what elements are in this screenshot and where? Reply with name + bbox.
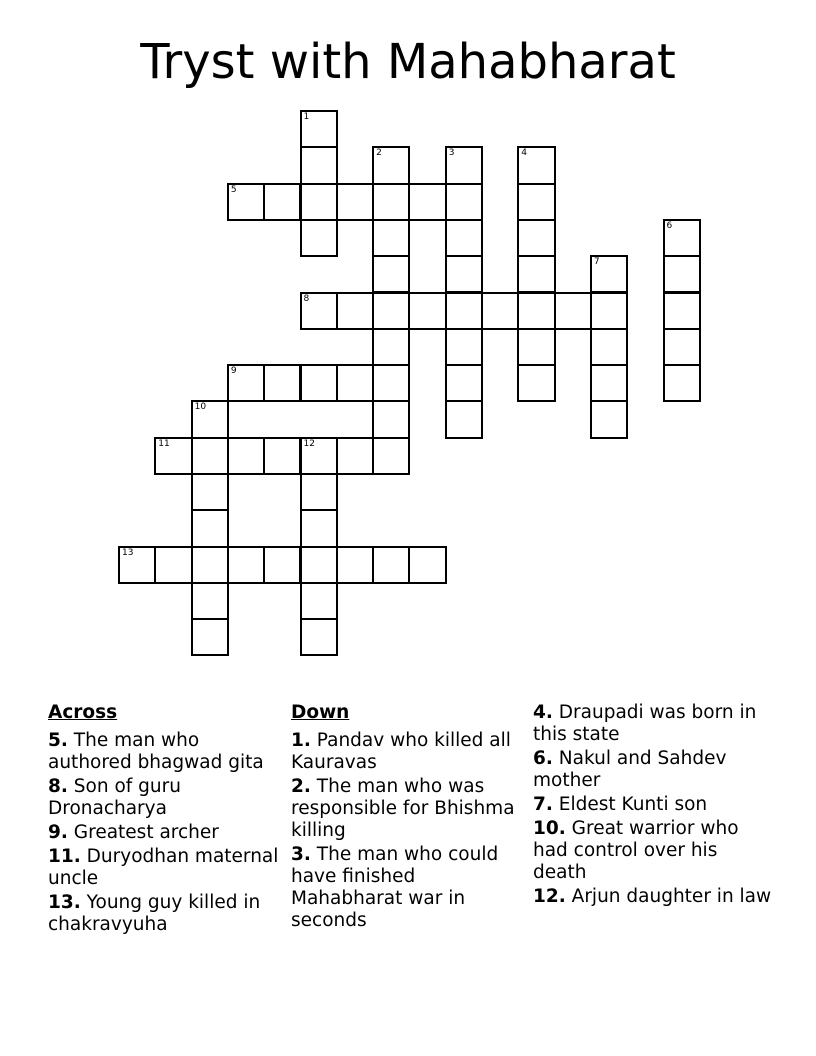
grid-cell[interactable] <box>445 400 483 438</box>
grid-cell[interactable] <box>372 437 410 475</box>
grid-cell[interactable] <box>481 292 519 330</box>
grid-cell[interactable] <box>263 183 301 221</box>
grid-cell[interactable] <box>517 219 555 257</box>
down-clues <box>291 702 526 934</box>
clue-number: 7 <box>593 257 600 268</box>
clue-across-5: 5. The man who authored bhagwad gita <box>48 730 264 773</box>
grid-cell[interactable] <box>227 546 265 584</box>
grid-cell[interactable] <box>517 328 555 366</box>
clue-number: 10 <box>194 402 207 413</box>
clue-number: 9 <box>230 366 237 377</box>
grid-cell[interactable] <box>336 437 374 475</box>
clue-down-3: 3. The man who could have finished Mahabharat war in seconds <box>291 844 499 931</box>
grid-cell[interactable] <box>372 400 410 438</box>
clue-number: 4 <box>521 148 528 159</box>
grid-cell[interactable] <box>300 110 338 148</box>
grid-cell[interactable] <box>336 546 374 584</box>
grid-cell[interactable] <box>408 546 446 584</box>
grid-cell[interactable] <box>445 292 483 330</box>
grid-cell[interactable] <box>445 255 483 293</box>
grid-cell[interactable] <box>263 546 301 584</box>
grid-cell[interactable] <box>300 183 338 221</box>
grid-cell[interactable] <box>191 546 229 584</box>
grid-cell[interactable] <box>445 364 483 402</box>
grid-cell[interactable] <box>517 255 555 293</box>
grid-cell[interactable] <box>300 292 338 330</box>
grid-cell[interactable] <box>445 146 483 184</box>
clue-down-4: 4. Draupadi was born in this state <box>533 702 757 745</box>
grid-cell[interactable] <box>300 582 338 620</box>
grid-cell[interactable] <box>517 183 555 221</box>
grid-cell[interactable] <box>372 328 410 366</box>
puzzle-title: Tryst with Mahabharat <box>140 34 676 90</box>
grid-cell[interactable] <box>191 618 229 656</box>
grid-cell[interactable] <box>372 183 410 221</box>
clue-number: 1 <box>303 112 310 122</box>
clue-down-6: 6. Nakul and Sahdev mother <box>533 748 727 791</box>
grid-cell[interactable] <box>118 546 156 584</box>
grid-cell[interactable] <box>227 364 265 402</box>
clue-number: 6 <box>666 220 673 231</box>
grid-cell[interactable] <box>663 364 701 402</box>
grid-cell[interactable] <box>590 364 628 402</box>
grid-cell[interactable] <box>336 292 374 330</box>
grid-cell[interactable] <box>517 292 555 330</box>
clue-number: 3 <box>448 148 455 159</box>
grid-cell[interactable] <box>263 437 301 475</box>
grid-cell[interactable] <box>517 364 555 402</box>
grid-cell[interactable] <box>191 437 229 475</box>
grid-cell[interactable] <box>227 183 265 221</box>
down-clues-continued <box>533 702 773 910</box>
grid-cell[interactable] <box>372 364 410 402</box>
clue-number: 11 <box>158 438 170 449</box>
clue-down-2: 2. The man who was responsible for Bhishma killing <box>291 776 515 841</box>
grid-cell[interactable] <box>300 509 338 547</box>
clue-number: 12 <box>303 438 315 449</box>
grid-cell[interactable] <box>300 618 338 656</box>
grid-cell[interactable] <box>663 255 701 293</box>
grid-cell[interactable] <box>372 146 410 184</box>
grid-cell[interactable] <box>445 328 483 366</box>
grid-cell[interactable] <box>372 255 410 293</box>
grid-cell[interactable] <box>372 292 410 330</box>
grid-cell[interactable] <box>191 509 229 547</box>
clue-down-7: 7. Eldest Kunti son <box>533 794 708 815</box>
across-clues <box>48 702 288 938</box>
grid-cell[interactable] <box>154 437 192 475</box>
grid-cell[interactable] <box>191 473 229 511</box>
clue-number: 5 <box>230 184 237 195</box>
grid-cell[interactable] <box>300 473 338 511</box>
clue-number: 13 <box>122 547 134 558</box>
grid-cell[interactable] <box>372 546 410 584</box>
grid-cell[interactable] <box>372 219 410 257</box>
clue-across-11: 11. Duryodhan maternal uncle <box>48 846 279 889</box>
grid-cell[interactable] <box>300 146 338 184</box>
grid-cell[interactable] <box>554 292 592 330</box>
grid-cell[interactable] <box>154 546 192 584</box>
clue-down-10: 10. Great warrior who had control over his death <box>533 818 739 883</box>
grid-cell[interactable] <box>663 328 701 366</box>
grid-cell[interactable] <box>191 582 229 620</box>
grid-cell[interactable] <box>263 364 301 402</box>
grid-cell[interactable] <box>663 219 701 257</box>
down-heading: Down <box>291 702 350 723</box>
grid-cell[interactable] <box>191 400 229 438</box>
grid-cell[interactable] <box>300 437 338 475</box>
clue-number: 2 <box>376 148 382 159</box>
grid-cell[interactable] <box>445 183 483 221</box>
grid-cell[interactable] <box>408 292 446 330</box>
grid-cell[interactable] <box>663 292 701 330</box>
clue-across-9: 9. Greatest archer <box>48 822 219 843</box>
grid-cell[interactable] <box>336 183 374 221</box>
clue-number: 8 <box>303 293 310 304</box>
grid-cell[interactable] <box>590 255 628 293</box>
grid-cell[interactable] <box>590 400 628 438</box>
grid-cell[interactable] <box>590 292 628 330</box>
across-heading: Across <box>48 702 118 723</box>
clue-down-1: 1. Pandav who killed all Kauravas <box>291 730 511 773</box>
grid-cell[interactable] <box>408 183 446 221</box>
clue-across-8: 8. Son of guru Dronacharya <box>48 776 181 819</box>
clue-across-13: 13. Young guy killed in chakravyuha <box>48 892 261 935</box>
grid-cell[interactable] <box>227 437 265 475</box>
grid-cell[interactable] <box>445 219 483 257</box>
grid-cell[interactable] <box>300 546 338 584</box>
grid-cell[interactable] <box>300 219 338 257</box>
clue-down-12: 12. Arjun daughter in law <box>533 886 772 907</box>
grid-cell[interactable] <box>590 328 628 366</box>
grid-cell[interactable] <box>300 364 338 402</box>
grid-cell[interactable] <box>517 146 555 184</box>
grid-cell[interactable] <box>336 364 374 402</box>
